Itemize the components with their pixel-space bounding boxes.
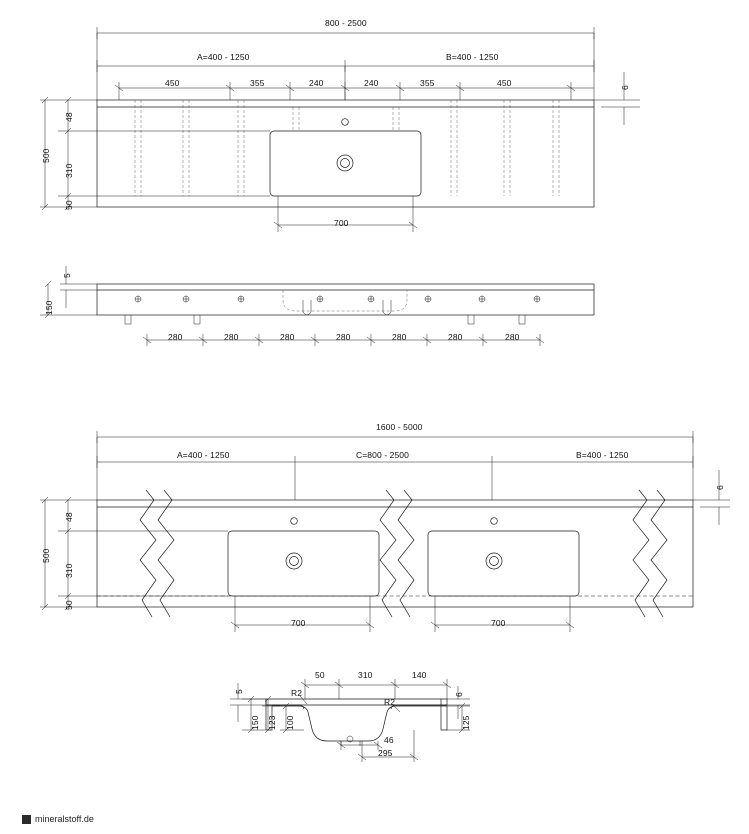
dim-chain-6: 450 bbox=[497, 78, 512, 88]
dim-section-100: 100 bbox=[285, 715, 295, 730]
dim-section-edge-thickness: 6 bbox=[454, 692, 464, 697]
dim-section-50: 50 bbox=[315, 670, 325, 680]
dim-height-mid-double: 310 bbox=[64, 563, 74, 578]
dim-edge-thickness-single: 6 bbox=[620, 85, 630, 90]
dim-segment-a-double: A=400 - 1250 bbox=[177, 450, 230, 460]
dim-bracket-5: 280 bbox=[392, 332, 407, 342]
dim-top-thickness-front: 5 bbox=[62, 273, 72, 278]
dim-segment-a-single: A=400 - 1250 bbox=[197, 52, 250, 62]
dim-segment-b-single: B=400 - 1250 bbox=[446, 52, 499, 62]
dim-height-bottom-double: 50 bbox=[64, 600, 74, 610]
footer-label: mineralstoff.de bbox=[35, 814, 94, 824]
dim-section-46: 46 bbox=[384, 735, 394, 745]
footer-branding bbox=[22, 814, 94, 824]
dim-bracket-6: 280 bbox=[448, 332, 463, 342]
dim-chain-1: 450 bbox=[165, 78, 180, 88]
dim-section-295: 295 bbox=[378, 748, 393, 758]
dim-section-top-thickness: 5 bbox=[234, 689, 244, 694]
dim-overall-width-single: 800 - 2500 bbox=[325, 18, 367, 28]
dim-height-mid-single: 310 bbox=[64, 163, 74, 178]
dim-basin-width-left: 700 bbox=[291, 618, 306, 628]
double-basin-top-view bbox=[40, 431, 730, 632]
dim-bracket-7: 280 bbox=[505, 332, 520, 342]
dim-section-125: 125 bbox=[461, 715, 471, 730]
dim-section-310: 310 bbox=[358, 670, 373, 680]
single-basin-top-view bbox=[40, 27, 640, 232]
dim-segment-c-double: C=800 - 2500 bbox=[356, 450, 409, 460]
dim-bracket-3: 280 bbox=[280, 332, 295, 342]
dim-basin-width-right: 700 bbox=[491, 618, 506, 628]
dim-edge-thickness-double: 6 bbox=[715, 485, 725, 490]
section-detail-view bbox=[230, 679, 470, 762]
dim-height-total-single: 500 bbox=[41, 148, 51, 163]
dim-chain-3: 240 bbox=[309, 78, 324, 88]
dim-bracket-4: 280 bbox=[336, 332, 351, 342]
dim-height-top-single: 48 bbox=[64, 112, 74, 122]
dim-height-top-double: 48 bbox=[64, 512, 74, 522]
radius-label-left: R2 bbox=[291, 688, 303, 698]
dim-chain-5: 355 bbox=[420, 78, 435, 88]
dim-section-150: 150 bbox=[250, 715, 260, 730]
radius-label-right: R2 bbox=[384, 697, 396, 707]
dim-chain-2: 355 bbox=[250, 78, 265, 88]
dim-section-140: 140 bbox=[412, 670, 427, 680]
dim-height-front: 150 bbox=[44, 300, 54, 315]
dim-bracket-1: 280 bbox=[168, 332, 183, 342]
dim-height-bottom-single: 50 bbox=[64, 200, 74, 210]
dim-section-123: 123 bbox=[267, 715, 277, 730]
dim-chain-4: 240 bbox=[364, 78, 379, 88]
logo-square-icon bbox=[22, 815, 31, 824]
dim-overall-width-double: 1600 - 5000 bbox=[376, 422, 423, 432]
dim-segment-b-double: B=400 - 1250 bbox=[576, 450, 629, 460]
dim-basin-width-single: 700 bbox=[334, 218, 349, 228]
dim-height-total-double: 500 bbox=[41, 548, 51, 563]
dim-bracket-2: 280 bbox=[224, 332, 239, 342]
